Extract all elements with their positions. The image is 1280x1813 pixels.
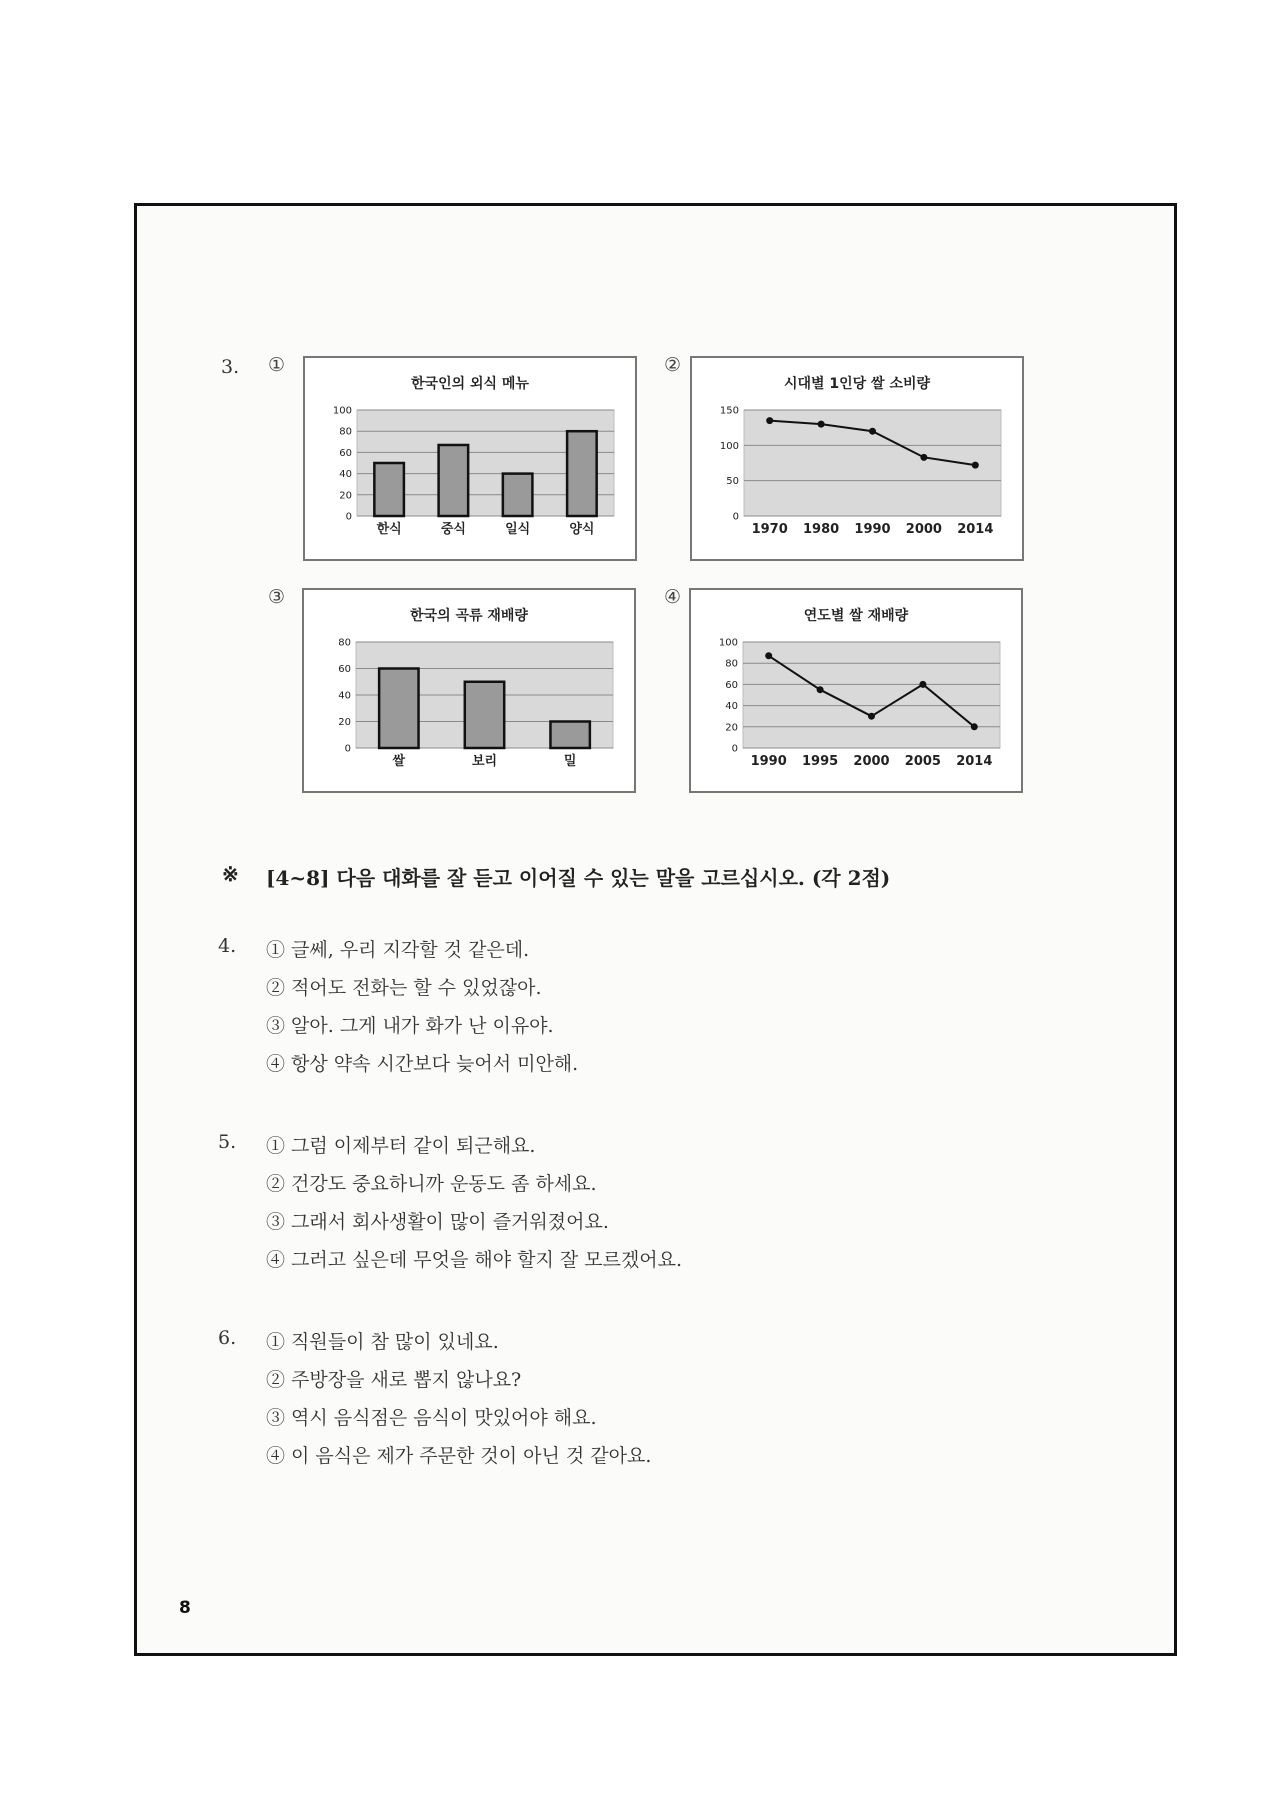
y-tick-label: 20 bbox=[338, 717, 351, 728]
answer-option: ④ 항상 약속 시간보다 늦어서 미안해. bbox=[266, 1053, 579, 1075]
y-tick-label: 80 bbox=[339, 426, 352, 438]
option-1-marker: ① bbox=[268, 354, 286, 376]
question-3-number: 3. bbox=[221, 356, 240, 378]
chart-title: 한국의 곡류 재배량 bbox=[410, 608, 528, 624]
page-number: 8 bbox=[179, 1598, 191, 1618]
x-tick-label: 밀 bbox=[563, 754, 577, 769]
x-tick-label: 1990 bbox=[750, 754, 787, 769]
bar bbox=[439, 445, 469, 516]
bar bbox=[550, 722, 589, 749]
y-tick-label: 150 bbox=[719, 405, 739, 417]
y-tick-label: 0 bbox=[344, 743, 351, 755]
x-tick-label: 2014 bbox=[956, 754, 993, 769]
answer-option: ① 그럼 이제부터 같이 퇴근해요. bbox=[266, 1135, 536, 1157]
x-tick-label: 1980 bbox=[803, 522, 840, 537]
instruction-text: [4~8] 다음 대화를 잘 듣고 이어질 수 있는 말을 고르십시오. (각 2점) bbox=[266, 866, 891, 890]
y-tick-label: 60 bbox=[725, 679, 738, 691]
x-tick-label: 2014 bbox=[957, 522, 994, 537]
data-point bbox=[972, 462, 979, 469]
y-tick-label: 80 bbox=[725, 658, 738, 670]
y-tick-label: 0 bbox=[731, 743, 738, 755]
y-tick-label: 20 bbox=[339, 490, 352, 502]
y-tick-label: 100 bbox=[719, 440, 739, 452]
x-tick-label: 양식 bbox=[569, 522, 595, 537]
bar bbox=[465, 682, 504, 748]
chart-title: 시대별 1인당 쌀 소비량 bbox=[783, 376, 931, 392]
y-tick-label: 0 bbox=[345, 511, 352, 523]
y-tick-label: 60 bbox=[338, 664, 351, 675]
bar bbox=[503, 474, 533, 516]
x-tick-label: 2000 bbox=[905, 522, 942, 537]
data-point bbox=[818, 421, 825, 428]
y-tick-label: 50 bbox=[726, 476, 739, 488]
bar bbox=[379, 669, 418, 749]
answer-option: ③ 알아. 그게 내가 화가 난 이유야. bbox=[266, 1015, 554, 1037]
answer-option: ② 적어도 전화는 할 수 있었잖아. bbox=[266, 977, 542, 999]
answer-option: ② 주방장을 새로 뽑지 않나요? bbox=[266, 1369, 522, 1391]
chart-3 bbox=[302, 588, 636, 793]
data-point bbox=[869, 428, 876, 435]
answer-option: ④ 그러고 싶은데 무엇을 해야 할지 잘 모르겠어요. bbox=[266, 1249, 683, 1271]
chart-2 bbox=[690, 356, 1024, 561]
y-tick-label: 40 bbox=[725, 701, 738, 713]
chart-3-svg bbox=[304, 590, 634, 791]
question-number: 6. bbox=[218, 1327, 237, 1349]
data-point bbox=[817, 686, 824, 693]
chart-2-svg bbox=[692, 358, 1022, 559]
bar bbox=[567, 431, 597, 516]
data-point bbox=[920, 454, 927, 461]
x-tick-label: 일식 bbox=[505, 522, 531, 537]
answer-option: ② 건강도 중요하니까 운동도 좀 하세요. bbox=[266, 1173, 597, 1195]
chart-1-svg bbox=[305, 358, 635, 559]
chart-title: 한국인의 외식 메뉴 bbox=[411, 376, 529, 392]
x-tick-label: 보리 bbox=[471, 754, 498, 769]
y-tick-label: 100 bbox=[332, 405, 352, 417]
y-tick-label: 0 bbox=[732, 511, 739, 523]
answer-option: ③ 역시 음식점은 음식이 맛있어야 해요. bbox=[266, 1407, 597, 1429]
x-tick-label: 1995 bbox=[802, 754, 839, 769]
data-point bbox=[971, 723, 978, 730]
x-tick-label: 1970 bbox=[751, 522, 788, 537]
plot-area bbox=[743, 642, 1000, 748]
chart-title: 연도별 쌀 재배량 bbox=[803, 608, 909, 624]
x-tick-label: 한식 bbox=[376, 522, 402, 537]
x-tick-label: 2005 bbox=[904, 754, 941, 769]
y-tick-label: 60 bbox=[339, 447, 352, 459]
y-tick-label: 40 bbox=[339, 469, 352, 481]
answer-option: ③ 그래서 회사생활이 많이 즐거워졌어요. bbox=[266, 1211, 609, 1233]
data-point bbox=[766, 417, 773, 424]
answer-option: ① 직원들이 참 많이 있네요. bbox=[266, 1331, 499, 1353]
chart-4 bbox=[689, 588, 1023, 793]
answer-option: ① 글쎄, 우리 지각할 것 같은데. bbox=[266, 939, 530, 961]
y-tick-label: 20 bbox=[725, 722, 738, 734]
x-tick-label: 중식 bbox=[440, 522, 466, 537]
x-tick-label: 1990 bbox=[854, 522, 891, 537]
option-4-marker: ④ bbox=[664, 586, 682, 608]
answer-option: ④ 이 음식은 제가 주문한 것이 아닌 것 같아요. bbox=[266, 1445, 652, 1467]
reference-mark: ※ bbox=[222, 862, 239, 886]
question-number: 4. bbox=[218, 935, 237, 957]
data-point bbox=[919, 681, 926, 688]
y-tick-label: 40 bbox=[338, 690, 351, 702]
y-tick-label: 80 bbox=[338, 637, 351, 649]
x-tick-label: 쌀 bbox=[392, 754, 406, 769]
chart-4-svg bbox=[691, 590, 1021, 791]
chart-1 bbox=[303, 356, 637, 561]
option-3-marker: ③ bbox=[268, 586, 286, 608]
bar bbox=[374, 463, 404, 516]
y-tick-label: 100 bbox=[718, 637, 738, 649]
question-number: 5. bbox=[218, 1131, 237, 1153]
x-tick-label: 2000 bbox=[853, 754, 890, 769]
option-2-marker: ② bbox=[664, 354, 682, 376]
data-point bbox=[868, 713, 875, 720]
data-point bbox=[765, 652, 772, 659]
